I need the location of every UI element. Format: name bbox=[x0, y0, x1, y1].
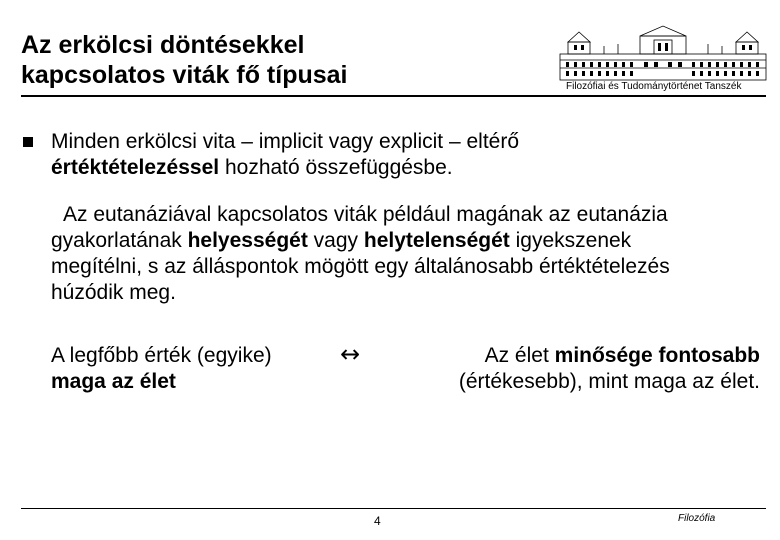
double-arrow-icon: ↔ bbox=[340, 340, 361, 368]
right-position-line1 bbox=[408, 343, 760, 369]
para2-line2 bbox=[51, 228, 766, 254]
para2-line2-a: gyakorlatának bbox=[51, 229, 188, 252]
department-caption: Filozófiai és Tudománytörténet Tanszék bbox=[566, 81, 742, 92]
bullet-square-icon bbox=[23, 137, 33, 147]
bullet-paragraph bbox=[51, 129, 751, 181]
right-position-line1-a: Az élet bbox=[484, 344, 555, 367]
para2-line2-e: igyekszenek bbox=[509, 229, 632, 252]
para2-line2-c: vagy bbox=[307, 229, 364, 252]
footer-divider bbox=[21, 508, 766, 509]
emphasis-wrongness: helytelenségét bbox=[363, 229, 510, 252]
left-position-line1: A legfőbb érték (egyike) bbox=[51, 344, 272, 367]
footer-course-title: Filozófia bbox=[678, 513, 716, 524]
title-divider bbox=[21, 95, 766, 97]
emphasis-quality: minősége fontosabb bbox=[554, 344, 760, 367]
emphasis-rightness: helyességét bbox=[187, 229, 308, 252]
para2-line1: Az eutanáziával kapcsolatos viták például magának az eutanázia bbox=[63, 203, 668, 226]
page-number: 4 bbox=[374, 514, 381, 528]
right-position-line2: (értékesebb), mint maga az élet. bbox=[458, 370, 760, 393]
bullet-line2-rest: hozható összefüggésbe. bbox=[219, 156, 453, 179]
para2-line3: megítélni, s az álláspontok mögött egy általánosabb értéktételezés bbox=[51, 255, 670, 278]
slide-title-line1: Az erkölcsi döntésekkel bbox=[21, 31, 305, 59]
para2-line4: húzódik meg. bbox=[51, 281, 176, 304]
left-position bbox=[51, 343, 341, 395]
right-position bbox=[408, 343, 760, 395]
bullet-line2 bbox=[51, 155, 751, 181]
emphasis-valuation: értéktételezéssel bbox=[51, 156, 220, 179]
slide-title-line2: kapcsolatos viták fő típusai bbox=[21, 61, 348, 89]
slide-title bbox=[21, 30, 541, 90]
bullet-line1: Minden erkölcsi vita – implicit vagy explicit – eltérő bbox=[51, 130, 520, 153]
left-position-line2 bbox=[51, 369, 341, 395]
emphasis-life-itself: maga az élet bbox=[51, 370, 176, 393]
euthanasia-paragraph bbox=[51, 202, 766, 306]
